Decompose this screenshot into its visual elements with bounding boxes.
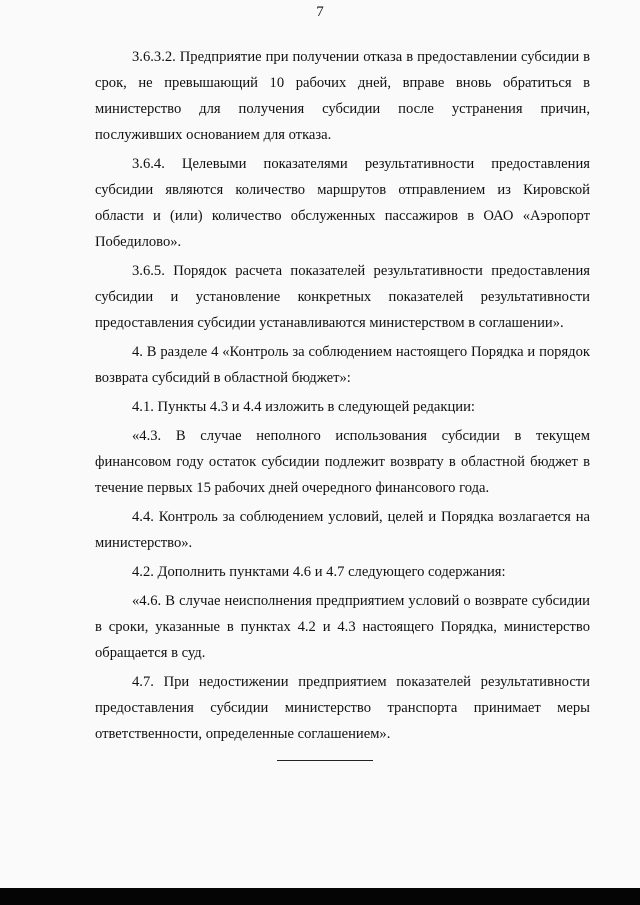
end-separator-line (277, 760, 373, 761)
scan-bottom-border (0, 888, 640, 905)
paragraph-4-7: 4.7. При недостижении предприятием показателей результативности предоставления субсидии министерство транспорта принимает меры ответственности, определенные соглашением». (95, 674, 590, 742)
paragraph-4-6: «4.6. В случае неисполнения предприятием условий о возврате субсидии в сроки, указанные в пунктах 4.2 и 4.3 настоящего Порядка, министерство обращается в суд. (95, 593, 590, 661)
paragraph-4-1: 4.1. Пункты 4.3 и 4.4 изложить в следующей редакции: (132, 399, 475, 415)
paragraph-3-6-4: 3.6.4. Целевыми показателями результативности предоставления субсидии являются количество маршрутов отправлением из Кировской области и (или) количество обслуженных пассажиров в ОАО «Аэропорт Победилово». (95, 156, 590, 250)
paragraph-4-2: 4.2. Дополнить пунктами 4.6 и 4.7 следующего содержания: (132, 564, 506, 580)
paragraph-4-3: «4.3. В случае неполного использования субсидии в текущем финансовом году остаток субсидии подлежит возврату в областной бюджет в течение первых 15 рабочих дней очередного финансового года. (95, 428, 590, 496)
paragraph-3-6-3-2: 3.6.3.2. Предприятие при получении отказа в предоставлении субсидии в срок, не превышающий 10 рабочих дней, вправе вновь обратиться в министерство для получения субсидии после устранения причин, послуживших основанием для отказа. (95, 49, 590, 143)
paragraph-4-4: 4.4. Контроль за соблюдением условий, целей и Порядка возлагается на министерство». (95, 509, 590, 551)
paragraph-4: 4. В разделе 4 «Контроль за соблюдением настоящего Порядка и порядок возврата субсидий в областной бюджет»: (95, 344, 590, 386)
document-body (95, 44, 590, 747)
page-number: 7 (316, 4, 324, 20)
paragraph-3-6-5: 3.6.5. Порядок расчета показателей результативности предоставления субсидии и установление конкретных показателей результативности предоставления субсидии устанавливаются министерством в соглашении». (95, 263, 590, 331)
